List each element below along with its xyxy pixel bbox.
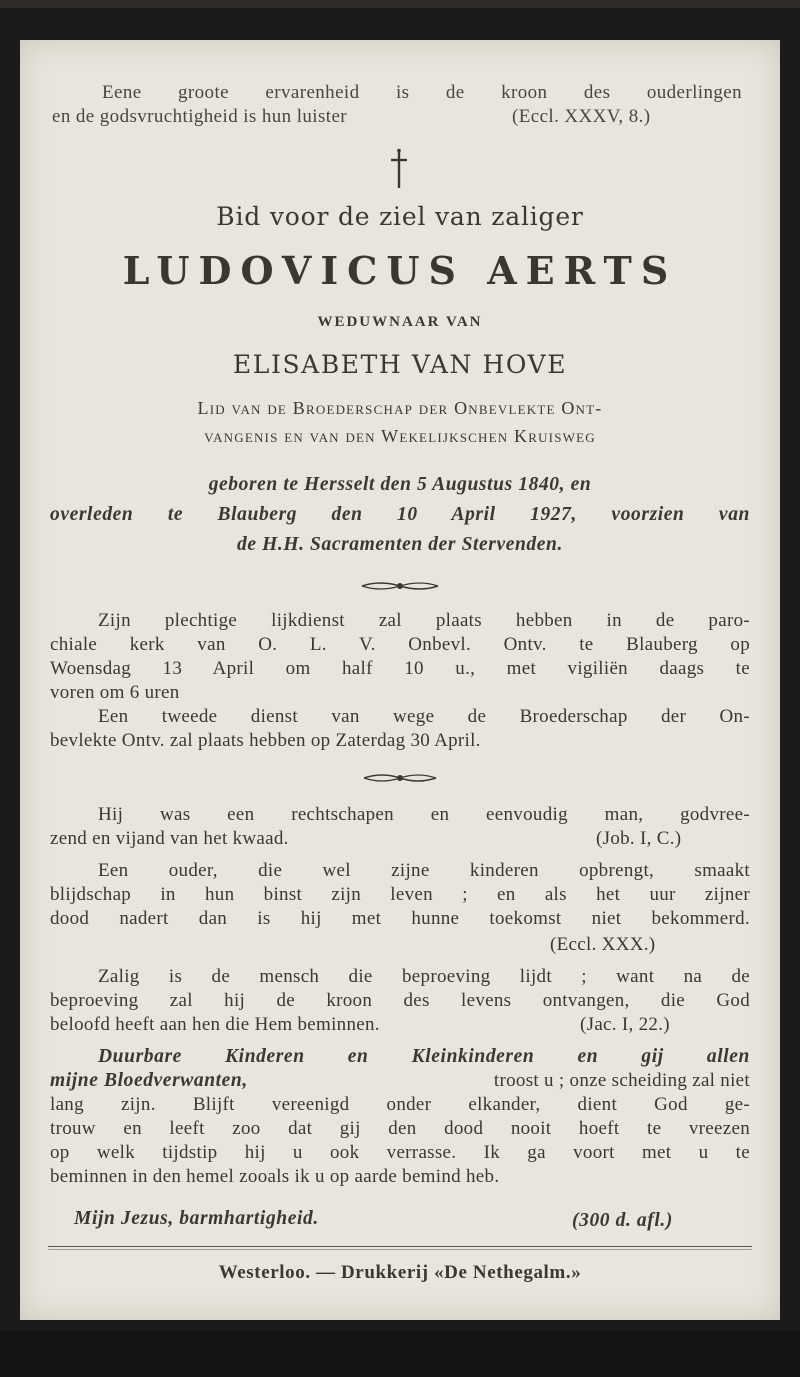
- widower-of-label: WEDUWNAAR VAN: [317, 314, 483, 330]
- funeral-line-4: voren om 6 uren: [50, 682, 180, 703]
- deceased-name: LUDOVICUS AERTS: [122, 248, 678, 293]
- card-top-edge: [0, 0, 800, 8]
- sacraments-line: de H.H. Sacramenten der Stervenden.: [237, 534, 563, 555]
- farewell-line-3: lang zijn. Blijft vereenigd onder elkander, dient God ge-: [50, 1094, 750, 1115]
- ornament-divider: [360, 770, 440, 786]
- epigraph-line-1: Eene groote ervarenheid is de kroon des ouderlingen: [102, 82, 742, 103]
- verse-1-line-1: Hij was een rechtschapen en eenvoudig man, godvree-: [98, 804, 750, 825]
- verse-2-line-2: blijdschap in hun binst zijn leven ; en als het uur zijner: [50, 884, 750, 905]
- farewell-relatives: mijne Bloedverwanten,: [50, 1070, 248, 1091]
- funeral-line-3: Woensdag 13 April om half 10 u., met vigiliën daags te: [50, 658, 750, 679]
- funeral-line-2: chiale kerk van O. L. V. Onbevl. Ontv. te Blauberg op: [50, 634, 750, 655]
- indulgence-note: (300 d. afl.): [572, 1210, 673, 1231]
- closing-prayer: Mijn Jezus, barmhartigheid.: [74, 1208, 319, 1229]
- verse-1-reference: (Job. I, C.): [596, 828, 682, 849]
- verse-2-line-1: Een ouder, die wel zijne kinderen opbrengt, smaakt: [98, 860, 750, 881]
- farewell-line-4: trouw en leeft zoo dat gij den dood nooit hoeft te vreezen: [50, 1118, 750, 1139]
- ornament-divider: [360, 578, 440, 594]
- funeral-line-1: Zijn plechtige lijkdienst zal plaats hebben in de paro-: [98, 610, 750, 631]
- spouse-name: ELISABETH VAN HOVE: [232, 350, 568, 379]
- printer-imprint: Westerloo. — Drukkerij «De Nethegalm.»: [218, 1262, 582, 1283]
- death-line: overleden te Blauberg den 10 April 1927, voorzien van: [50, 504, 750, 525]
- verse-3-reference: (Jac. I, 22.): [580, 1014, 670, 1035]
- birth-line: geboren te Hersselt den 5 Augustus 1840, en: [208, 474, 592, 495]
- memorial-card: [20, 40, 780, 1320]
- epigraph-reference: (Eccl. XXXV, 8.): [512, 106, 651, 127]
- verse-3-line-2: beproeving zal hij de kroon des levens ontvangen, die God: [50, 990, 750, 1011]
- farewell-line-5: op welk tijdstip hij u ook verrasse. Ik ga voort met u te: [50, 1142, 750, 1163]
- verse-1-line-2: zend en vijand van het kwaad.: [50, 828, 289, 849]
- membership-line-1: Lid van de Broederschap der Onbevlekte Ont-: [197, 398, 603, 418]
- farewell-line-2: [50, 1070, 750, 1092]
- bottom-rule-thin: [48, 1249, 752, 1250]
- card-bottom-border: [0, 1330, 800, 1377]
- bottom-rule: [48, 1246, 752, 1247]
- verse-3-line-1: Zalig is de mensch die beproeving lijdt ; want na de: [98, 966, 750, 987]
- prayer-heading: Bid voor de ziel van zaliger: [216, 202, 584, 231]
- farewell-line-1: Duurbare Kinderen en Kleinkinderen en gij allen: [98, 1046, 750, 1067]
- epigraph-line-2: en de godsvruchtigheid is hun luister: [52, 106, 348, 127]
- farewell-line-6: beminnen in den hemel zooals ik u op aarde bemind heb.: [50, 1166, 500, 1187]
- verse-2-line-3: dood nadert dan is hij met hunne toekomst niet bekommerd.: [50, 908, 750, 929]
- membership-line-2: vangenis en van den Wekelijkschen Kruisweg: [204, 426, 596, 446]
- funeral-line-6: bevlekte Ontv. zal plaats hebben op Zaterdag 30 April.: [50, 730, 481, 751]
- farewell-comfort: troost u ; onze scheiding zal niet: [493, 1070, 750, 1091]
- verse-2-reference: (Eccl. XXX.): [550, 934, 656, 955]
- funeral-line-5: Een tweede dienst van wege de Broederschap der On-: [98, 706, 750, 727]
- verse-3-line-3: beloofd heeft aan hen die Hem beminnen.: [50, 1014, 380, 1035]
- cross-icon: [387, 148, 411, 190]
